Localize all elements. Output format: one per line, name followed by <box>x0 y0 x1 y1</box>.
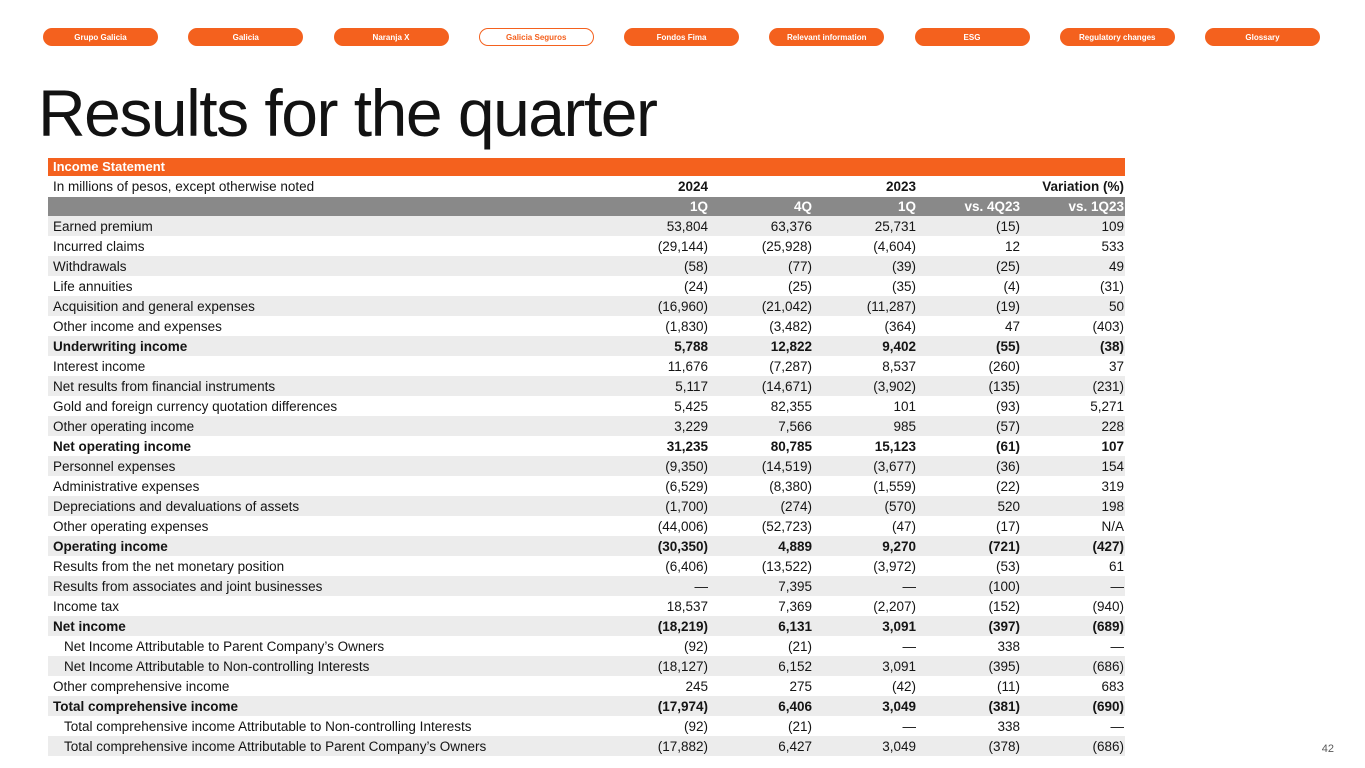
row-label: Administrative expenses <box>53 478 200 494</box>
row-value: (17) <box>995 518 1020 534</box>
row-value: 61 <box>1108 558 1125 574</box>
income-statement-table <box>48 158 1125 756</box>
row-value: (3,902) <box>813 376 917 396</box>
row-value: (260) <box>988 358 1020 374</box>
row-value: (14,671) <box>709 376 813 396</box>
row-value: 338 <box>997 718 1020 734</box>
table-row <box>48 416 1125 436</box>
row-value: 11,676 <box>667 358 708 374</box>
row-label: Total comprehensive income Attributable to Non-controlling Interests <box>64 718 472 734</box>
row-value: 533 <box>1101 238 1125 254</box>
row-value: 49 <box>1021 256 1125 276</box>
row-value: (6,406) <box>665 558 708 574</box>
row-value: 3,091 <box>813 656 917 676</box>
row-value: 25,731 <box>813 216 917 236</box>
table-row <box>48 516 1125 536</box>
row-value: (38) <box>1021 336 1125 356</box>
row-value: 245 <box>685 678 708 694</box>
table-row <box>48 276 1125 296</box>
row-value: — <box>1110 718 1125 734</box>
quarter-header-row <box>48 197 1125 216</box>
quarter-header-spacer <box>48 197 605 216</box>
row-value: (21,042) <box>709 296 813 316</box>
row-value: (381) <box>917 696 1021 716</box>
row-value: (30,350) <box>605 536 709 556</box>
row-value: (1,830) <box>665 318 708 334</box>
row-value: 9,270 <box>813 536 917 556</box>
row-value: (25) <box>917 256 1021 276</box>
table-row <box>48 636 1125 656</box>
row-value: (135) <box>917 376 1021 396</box>
row-value: 50 <box>1021 296 1125 316</box>
table-row <box>48 716 1125 736</box>
row-value: (686) <box>1021 736 1125 756</box>
row-value: 5,117 <box>605 376 709 396</box>
table-row <box>48 676 1125 696</box>
row-value: 275 <box>789 678 812 694</box>
quarter-header: 1Q <box>605 197 709 216</box>
row-value: 6,427 <box>709 736 813 756</box>
row-label: Acquisition and general expenses <box>48 296 605 316</box>
row-value: (35) <box>891 278 916 294</box>
year-header-2023: 2023 <box>885 179 916 194</box>
row-label: Underwriting income <box>48 336 605 356</box>
row-value: 107 <box>1101 438 1125 454</box>
row-label: Income tax <box>53 598 120 614</box>
table-row <box>48 316 1125 336</box>
row-label: Operating income <box>48 536 605 556</box>
row-value: — <box>1021 576 1125 596</box>
row-value: (4,604) <box>873 238 916 254</box>
row-label: Incurred claims <box>53 238 145 254</box>
row-value: (58) <box>605 256 709 276</box>
page-number: 42 <box>1321 743 1334 755</box>
row-value: (18,127) <box>605 656 709 676</box>
row-label: Net operating income <box>53 438 192 454</box>
table-row <box>48 216 1125 236</box>
table-row <box>48 296 1125 316</box>
row-value: 985 <box>813 416 917 436</box>
row-value: (1,700) <box>605 496 709 516</box>
row-value: 82,355 <box>770 398 812 414</box>
row-value: 338 <box>997 638 1020 654</box>
row-value: (689) <box>1021 616 1125 636</box>
row-value: — <box>813 576 917 596</box>
row-value: 520 <box>917 496 1021 516</box>
row-label: Gold and foreign currency quotation differences <box>53 398 338 414</box>
row-value: (92) <box>683 718 708 734</box>
quarter-header: 4Q <box>709 197 813 216</box>
row-value: 3,049 <box>813 736 917 756</box>
table-row <box>48 596 1125 616</box>
table-row <box>48 456 1125 476</box>
nav-button-galicia[interactable]: Galicia <box>188 28 303 46</box>
income-statement-body <box>48 216 1125 756</box>
row-value: — <box>902 638 916 654</box>
row-label: Net Income Attributable to Non-controlling Interests <box>48 656 605 676</box>
row-value: 37 <box>1108 358 1125 374</box>
row-value: (403) <box>1092 318 1125 334</box>
row-value: (690) <box>1021 696 1125 716</box>
row-label: Life annuities <box>53 278 133 294</box>
year-header-variation: Variation (%) <box>1042 179 1125 194</box>
row-value: (13,522) <box>761 558 812 574</box>
nav-button-fondos-fima[interactable]: Fondos Fima <box>624 28 739 46</box>
row-label: Other comprehensive income <box>53 678 230 694</box>
table-row <box>48 696 1125 716</box>
table-row <box>48 336 1125 356</box>
table-row <box>48 436 1125 456</box>
row-label: Earned premium <box>48 216 605 236</box>
quarter-header: vs. 4Q23 <box>917 197 1021 216</box>
row-value: 5,271 <box>1090 398 1125 414</box>
row-value: (44,006) <box>657 518 708 534</box>
row-label: Net income <box>48 616 605 636</box>
table-row <box>48 556 1125 576</box>
row-value: (11,287) <box>813 296 917 316</box>
row-value: (57) <box>917 416 1021 436</box>
row-value: (570) <box>813 496 917 516</box>
row-value: 53,804 <box>605 216 709 236</box>
row-value: 4,889 <box>709 536 813 556</box>
row-label: Personnel expenses <box>48 456 605 476</box>
row-label: Other income and expenses <box>53 318 222 334</box>
table-row <box>48 476 1125 496</box>
row-value: 683 <box>1101 678 1125 694</box>
row-value: (24) <box>683 278 708 294</box>
row-value: (1,559) <box>873 478 916 494</box>
row-value: 319 <box>1101 478 1125 494</box>
row-value: (6,529) <box>665 478 708 494</box>
row-value: (274) <box>709 496 813 516</box>
row-value: N/A <box>1101 518 1125 534</box>
row-value: (11) <box>996 678 1020 694</box>
table-row <box>48 236 1125 256</box>
row-value: (21) <box>787 718 812 734</box>
row-value: (14,519) <box>709 456 813 476</box>
table-row <box>48 576 1125 596</box>
table-row <box>48 736 1125 756</box>
row-value: 7,566 <box>709 416 813 436</box>
row-value: 6,152 <box>709 656 813 676</box>
row-value: 3,229 <box>605 416 709 436</box>
row-label: Withdrawals <box>48 256 605 276</box>
row-value: (36) <box>917 456 1021 476</box>
page-title: Results for the quarter <box>38 76 657 150</box>
row-value: 47 <box>1004 318 1020 334</box>
row-value: (17,882) <box>605 736 709 756</box>
row-label: Interest income <box>53 358 146 374</box>
row-value: (17,974) <box>605 696 709 716</box>
row-value: (940) <box>1092 598 1125 614</box>
row-value: (55) <box>917 336 1021 356</box>
row-value: (7,287) <box>769 358 812 374</box>
table-section-header: Income Statement <box>48 158 1125 176</box>
row-value: (93) <box>995 398 1020 414</box>
row-value: (61) <box>995 438 1020 454</box>
row-value: (231) <box>1021 376 1125 396</box>
row-value: (100) <box>917 576 1021 596</box>
nav-button-galicia-seguros[interactable]: Galicia Seguros <box>479 28 594 46</box>
nav-button-grupo-galicia[interactable]: Grupo Galicia <box>43 28 158 46</box>
row-value: (395) <box>917 656 1021 676</box>
row-value: (397) <box>917 616 1021 636</box>
table-row <box>48 356 1125 376</box>
row-label: Net Income Attributable to Parent Company’s Owners <box>64 638 385 654</box>
year-header-2024: 2024 <box>677 179 708 194</box>
row-value: — <box>902 718 916 734</box>
table-row <box>48 256 1125 276</box>
row-value: (3,972) <box>873 558 916 574</box>
row-value: (9,350) <box>605 456 709 476</box>
row-value: 7,369 <box>778 598 812 614</box>
table-row <box>48 496 1125 516</box>
row-value: 109 <box>1021 216 1125 236</box>
row-value: (721) <box>917 536 1021 556</box>
nav-button-regulatory-changes[interactable]: Regulatory changes <box>1060 28 1175 46</box>
row-value: (29,144) <box>657 238 708 254</box>
year-header-row <box>48 176 1125 197</box>
row-value: (42) <box>891 678 916 694</box>
top-nav <box>43 28 1320 46</box>
row-label: Other operating income <box>48 416 605 436</box>
row-label: Net results from financial instruments <box>48 376 605 396</box>
row-label: Other operating expenses <box>53 518 209 534</box>
row-value: 31,235 <box>666 438 708 454</box>
row-value: 6,406 <box>709 696 813 716</box>
row-value: 63,376 <box>709 216 813 236</box>
row-value: 101 <box>893 398 916 414</box>
row-value: (77) <box>709 256 813 276</box>
row-value: — <box>605 576 709 596</box>
nav-button-esg[interactable]: ESG <box>915 28 1030 46</box>
row-value: (686) <box>1021 656 1125 676</box>
row-value: 5,425 <box>674 398 708 414</box>
row-value: (3,482) <box>769 318 812 334</box>
unit-note: In millions of pesos, except otherwise noted <box>53 179 315 194</box>
row-value: 18,537 <box>666 598 708 614</box>
row-value: (15) <box>917 216 1021 236</box>
row-value: (4) <box>1003 278 1020 294</box>
row-value: 3,091 <box>813 616 917 636</box>
table-row <box>48 396 1125 416</box>
row-label: Results from associates and joint businesses <box>48 576 605 596</box>
table-row <box>48 656 1125 676</box>
row-value: (21) <box>787 638 812 654</box>
row-value: 228 <box>1021 416 1125 436</box>
table-row <box>48 376 1125 396</box>
nav-button-relevant-information[interactable]: Relevant information <box>769 28 884 46</box>
row-value: (18,219) <box>605 616 709 636</box>
year-header-spacer <box>709 176 813 197</box>
row-value: (31) <box>1100 278 1125 294</box>
row-label: Total comprehensive income <box>48 696 605 716</box>
row-value: (16,960) <box>605 296 709 316</box>
row-value: 8,537 <box>882 358 916 374</box>
row-label: Total comprehensive income Attributable to Parent Company’s Owners <box>48 736 605 756</box>
row-value: 7,395 <box>709 576 813 596</box>
row-value: (25,928) <box>761 238 812 254</box>
row-value: (53) <box>995 558 1020 574</box>
income-statement <box>48 176 1125 756</box>
row-label: Results from the net monetary position <box>53 558 285 574</box>
row-value: (8,380) <box>769 478 812 494</box>
row-value: (39) <box>813 256 917 276</box>
row-value: 3,049 <box>813 696 917 716</box>
row-label: Depreciations and devaluations of assets <box>48 496 605 516</box>
row-value: 12 <box>1004 238 1020 254</box>
row-value: 9,402 <box>813 336 917 356</box>
quarter-header: 1Q <box>813 197 917 216</box>
row-value: (25) <box>787 278 812 294</box>
quarter-header: vs. 1Q23 <box>1021 197 1125 216</box>
row-value: 198 <box>1021 496 1125 516</box>
row-value: (47) <box>891 518 916 534</box>
row-value: 5,788 <box>605 336 709 356</box>
row-value: (52,723) <box>761 518 812 534</box>
row-value: (427) <box>1021 536 1125 556</box>
row-value: (2,207) <box>873 598 916 614</box>
row-value: (19) <box>917 296 1021 316</box>
row-value: — <box>1110 638 1125 654</box>
row-value: (22) <box>995 478 1020 494</box>
row-value: 12,822 <box>709 336 813 356</box>
nav-button-glossary[interactable]: Glossary <box>1205 28 1320 46</box>
row-value: (378) <box>917 736 1021 756</box>
row-value: 154 <box>1021 456 1125 476</box>
row-value: 15,123 <box>874 438 916 454</box>
row-value: 6,131 <box>709 616 813 636</box>
table-row <box>48 536 1125 556</box>
nav-button-naranja-x[interactable]: Naranja X <box>334 28 449 46</box>
row-value: (152) <box>988 598 1020 614</box>
table-row <box>48 616 1125 636</box>
row-value: (92) <box>683 638 708 654</box>
row-value: (364) <box>884 318 916 334</box>
row-value: (3,677) <box>813 456 917 476</box>
row-value: 80,785 <box>770 438 812 454</box>
